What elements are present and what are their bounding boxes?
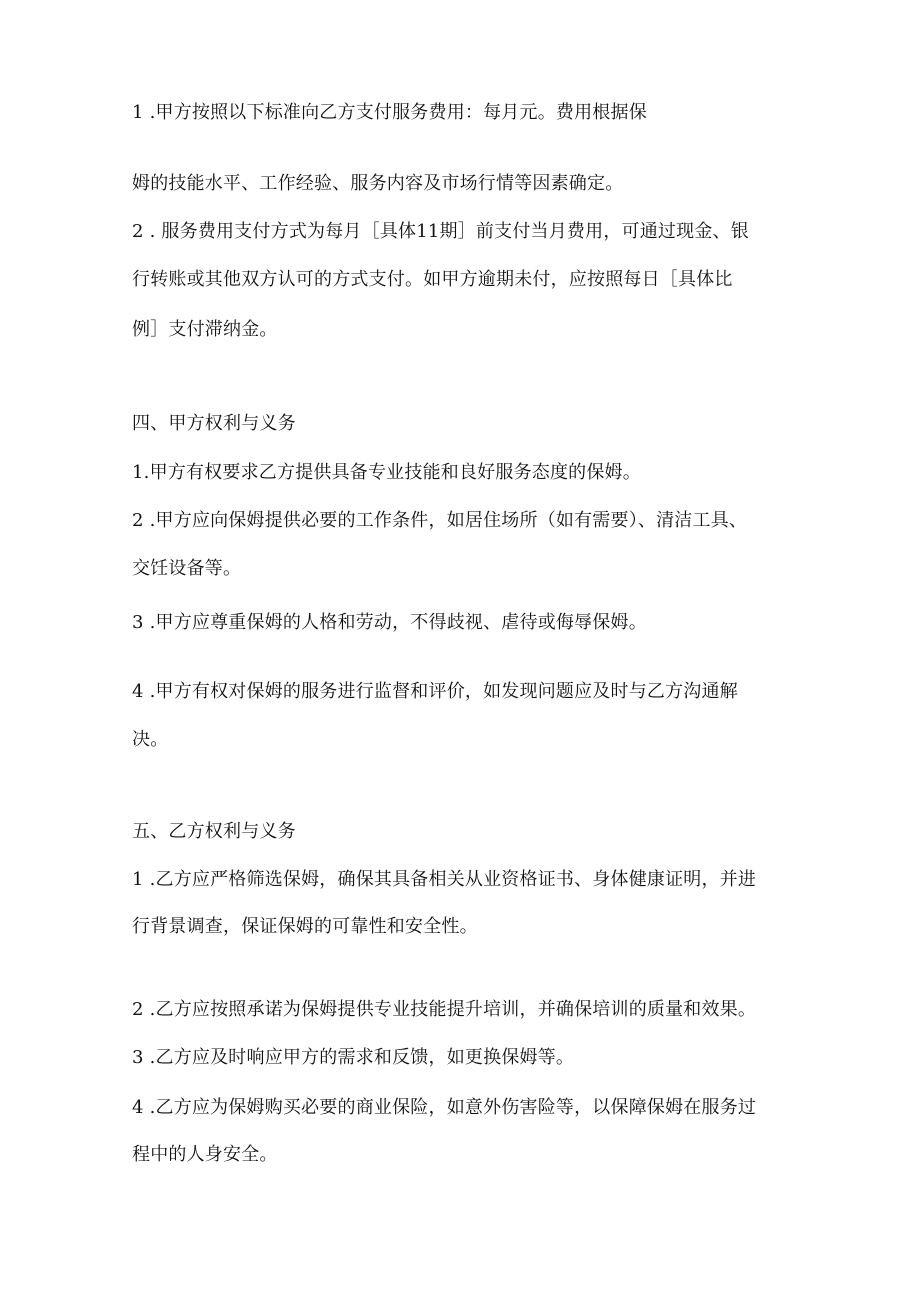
section-5-item-2: 2 .乙方应按照承诺为保姆提供专业技能提升培训，并确保培训的质量和效果。 bbox=[132, 999, 757, 1020]
fee-item-1-line-2: 姆的技能水平、工作经验、服务内容及市场行情等因素确定。 bbox=[132, 173, 624, 194]
fee-item-2-line-1: 2 . 服务费用支付方式为每月［具体11期］前支付当月费用，可通过现金、银 bbox=[132, 221, 749, 242]
section-5-item-4-line-2: 程中的人身安全。 bbox=[132, 1144, 278, 1165]
fee-item-2-line-2: 行转账或其他双方认可的方式支付。如甲方逾期未付，应按照每日［具体比 bbox=[132, 269, 733, 290]
fee-item-1-line-1: 1 .甲方按照以下标准向乙方支付服务费用：每月元。费用根据保 bbox=[132, 102, 647, 123]
section-5-item-4-line-1: 4 .乙方应为保姆购买必要的商业保险，如意外伤害险等，以保障保姆在服务过 bbox=[132, 1097, 757, 1118]
section-5-item-3: 3 .乙方应及时响应甲方的需求和反馈，如更换保姆等。 bbox=[132, 1047, 575, 1068]
section-5-heading: 五、乙方权利与义务 bbox=[132, 821, 296, 842]
section-4-item-2-line-1: 2 .甲方应向保姆提供必要的工作条件，如居住场所（如有需要）、清洁工具、 bbox=[132, 510, 748, 531]
section-5-item-1-line-1: 1 .乙方应严格筛选保姆，确保其具备相关从业资格证书、身体健康证明，并进 bbox=[132, 869, 757, 890]
fee-item-2-line-3: 例］支付滞纳金。 bbox=[132, 319, 278, 340]
section-5-item-1-line-2: 行背景调查，保证保姆的可靠性和安全性。 bbox=[132, 916, 478, 937]
section-4-item-1: 1.甲方有权要求乙方提供具备专业技能和良好服务态度的保姆。 bbox=[132, 462, 641, 483]
section-4-item-3: 3 .甲方应尊重保姆的人格和劳动，不得歧视、虐待或侮辱保姆。 bbox=[132, 612, 647, 633]
section-4-item-4-line-1: 4 .甲方有权对保姆的服务进行监督和评价，如发现问题应及时与乙方沟通解 bbox=[132, 681, 738, 702]
section-4-heading: 四、甲方权利与义务 bbox=[132, 413, 296, 434]
section-4-item-4-line-2: 决。 bbox=[132, 729, 169, 750]
section-4-item-2-line-2: 交饪设备等。 bbox=[132, 558, 242, 579]
